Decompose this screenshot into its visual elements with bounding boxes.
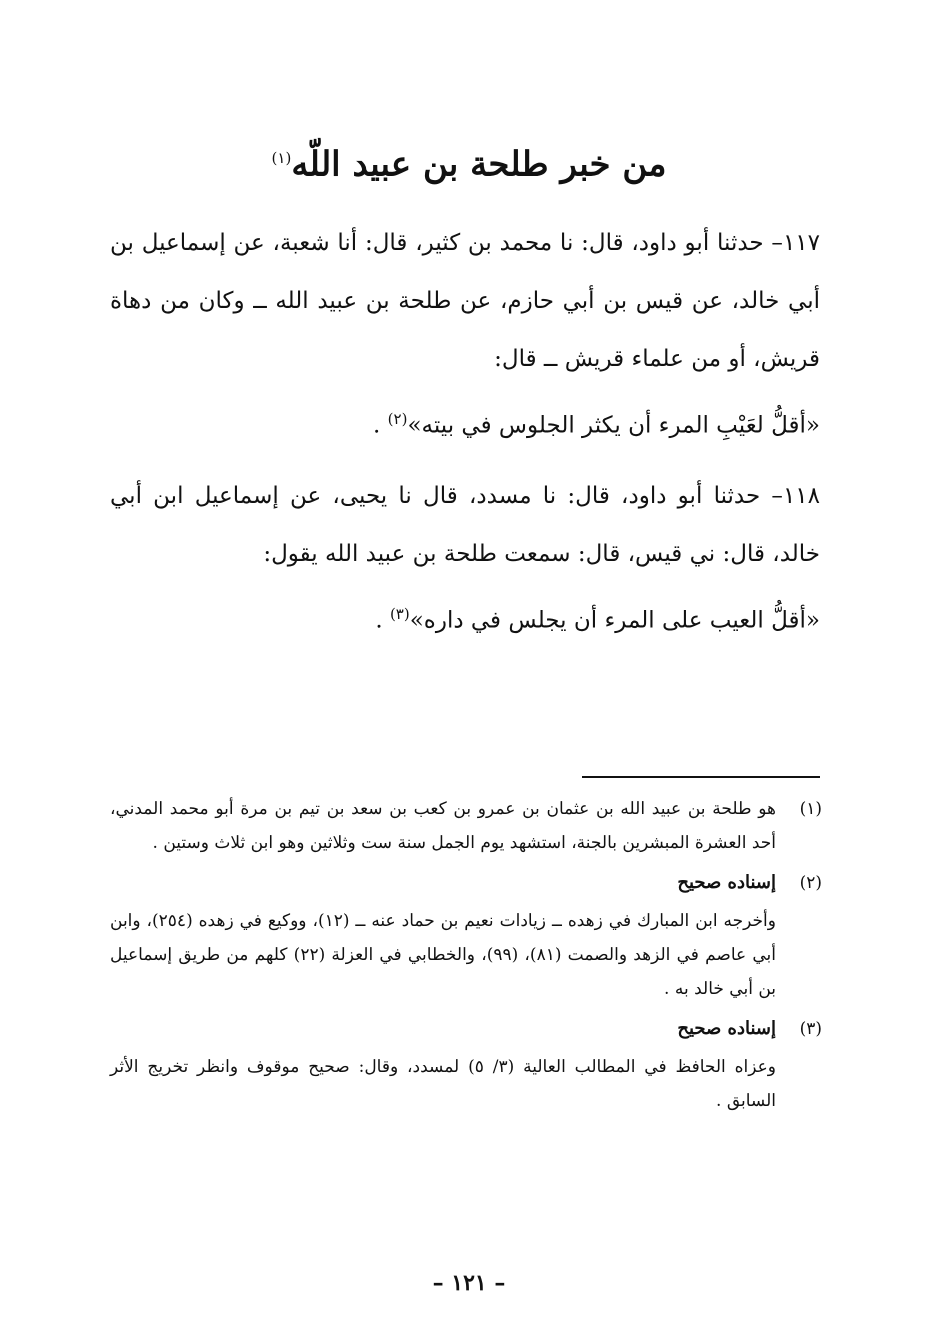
main-text bbox=[110, 206, 820, 649]
footnote-1-text: هو طلحة بن عبيد الله بن عثمان بن عمرو بن كعب بن سعد بن تيم بن مرة أبو محمد المدني، أحد العشرة المبشرين بالجنة، استشهد يوم الجمل سنة ست وثلاثين وهو ابن ثلاث وستين . bbox=[110, 799, 776, 853]
title-footnote-ref: (١) bbox=[271, 149, 292, 167]
footnote-2-heading: إسناده صحيح bbox=[677, 872, 776, 893]
hadith-118-quote-text: «أقلُّ العيب على المرء أن يجلس في داره» bbox=[409, 607, 820, 634]
footnote-3-number: (٣) bbox=[799, 1019, 822, 1039]
hadith-118-footnote-ref: (٣) bbox=[389, 604, 410, 623]
footnote-2-number: (٢) bbox=[799, 873, 822, 893]
footnote-1-number: (١) bbox=[799, 799, 822, 819]
footnote-3-text: وعزاه الحافظ في المطالب العالية (٣/ ٥) لمسدد، وقال: صحيح موقوف وانظر تخريج الأثر السابق . bbox=[110, 1057, 777, 1111]
section-title-text: من خبر طلحة بن عبيد اللّه bbox=[291, 144, 667, 185]
footnotes bbox=[110, 792, 822, 1118]
footnote-2 bbox=[110, 866, 822, 900]
hadith-118-quote-end: . bbox=[375, 607, 390, 634]
hadith-117-quote bbox=[110, 390, 820, 455]
footnote-3-heading: إسناده صحيح bbox=[677, 1018, 776, 1039]
page-number: – ١٢١ – bbox=[432, 1270, 506, 1296]
hadith-118: ١١٨– حدثنا أبو داود، قال: نا مسدد، قال نا يحيى، عن إسماعيل ابن أبي خالد، قال: ني قيس، قال: سمعت طلحة بن عبيد الله يقول: bbox=[110, 482, 820, 567]
footnote-3 bbox=[110, 1012, 822, 1046]
hadith-117-quote-text: «أقلُّ لعَيْبِ المرء أن يكثر الجلوس في بيته» bbox=[407, 412, 820, 439]
hadith-118-quote bbox=[110, 585, 820, 650]
hadith-117-quote-end: . bbox=[373, 412, 388, 439]
section-title bbox=[200, 128, 738, 194]
hadith-117: ١١٧– حدثنا أبو داود، قال: نا محمد بن كثير، قال: أنا شعبة، عن إسماعيل بن أبي خالد، عن قيس بن أبي حازم، عن طلحة بن عبيد الله ــ وكان من دهاة قريش، أو من علماء قريش ــ قال: bbox=[110, 230, 820, 372]
hadith-117-footnote-ref: (٢) bbox=[387, 410, 408, 428]
footnote-2-text: وأخرجه ابن المبارك في زهده ــ زيادات نعيم بن حماد عنه ــ (١٢)، ووكيع في زهده (٢٥٤)، وابن أبي عاصم في الزهد والصمت (٨١)، (٩٩)، والخطابي في العزلة (٢٢) كلهم من طريق إسماعيل بن أبي خالد به . bbox=[110, 911, 777, 999]
footnote-1 bbox=[110, 792, 822, 860]
footnote-divider bbox=[582, 776, 820, 778]
